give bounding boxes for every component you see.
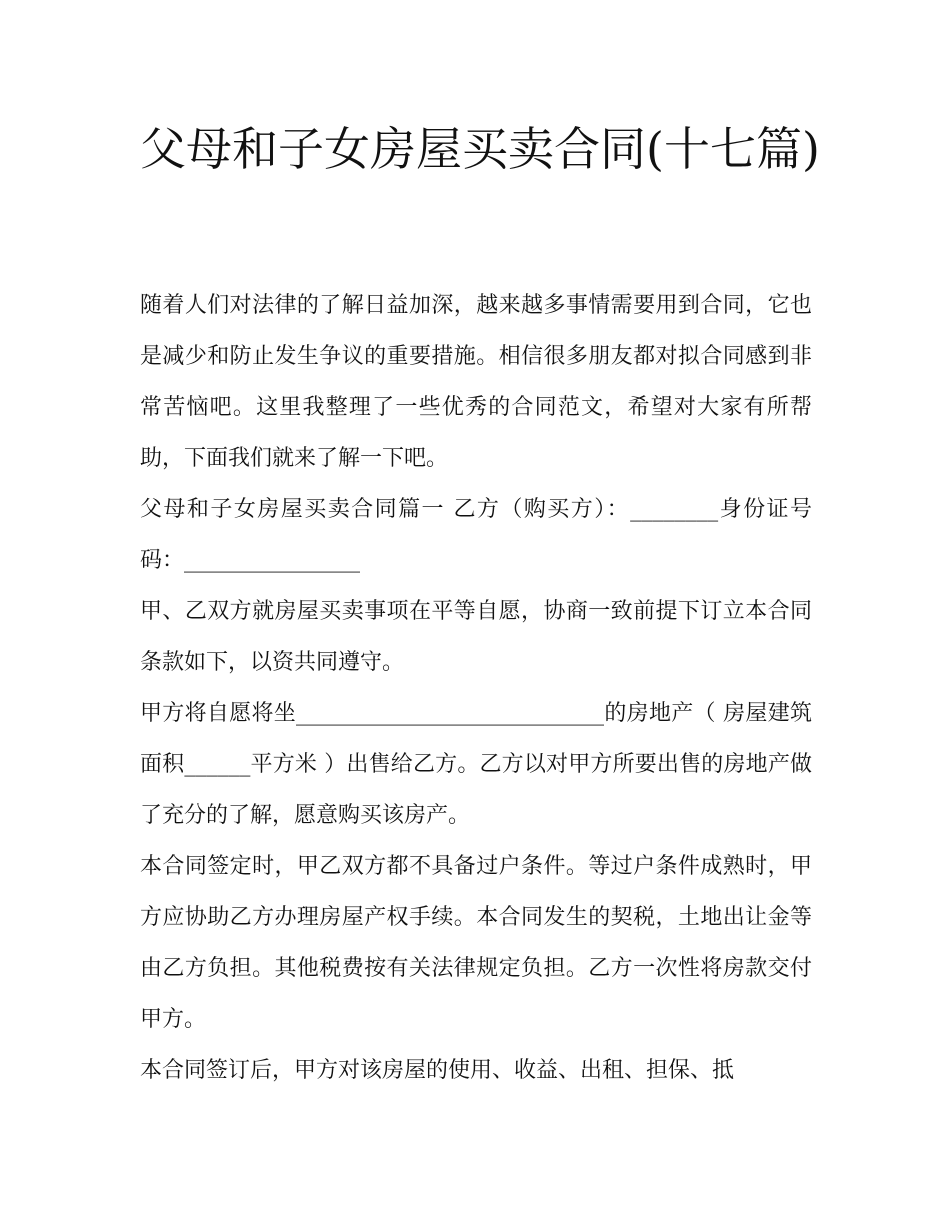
- transfer-paragraph: 本合同签定时，甲乙双方都不具备过户条件。等过户条件成熟时，甲方应协助乙方办理房屋产权手续。本合同发生的契税，土地出让金等由乙方负担。其他税费按有关法律规定负担。乙方一次性将房款交付甲方。: [140, 854, 812, 1032]
- document-title: 父母和子女房屋买卖合同(十七篇): [140, 122, 820, 176]
- buyer-info-paragraph: 父母和子女房屋买卖合同篇一 乙方（购买方）：________身份证号码：________________: [140, 497, 812, 573]
- usage-paragraph: 本合同签订后，甲方对该房屋的使用、收益、出租、担保、抵: [140, 1058, 735, 1083]
- intro-paragraph: 随着人们对法律的了解日益加深，越来越多事情需要用到合同，它也是减少和防止发生争议的重要措施。相信很多朋友都对拟合同感到非常苦恼吧。这里我整理了一些优秀的合同范文，希望对大家有所帮助，下面我们就来了解一下吧。: [140, 293, 812, 471]
- agreement-paragraph: 甲、乙双方就房屋买卖事项在平等自愿，协商一致前提下订立本合同条款如下，以资共同遵守。: [140, 599, 812, 675]
- property-paragraph: 甲方将自愿将坐____________________________的房地产（ 房屋建筑面积______平方米 ）出售给乙方。乙方以对甲方所要出售的房地产做了充分的了解，愿意购买该房产。: [140, 701, 812, 828]
- document-body: [140, 280, 812, 1096]
